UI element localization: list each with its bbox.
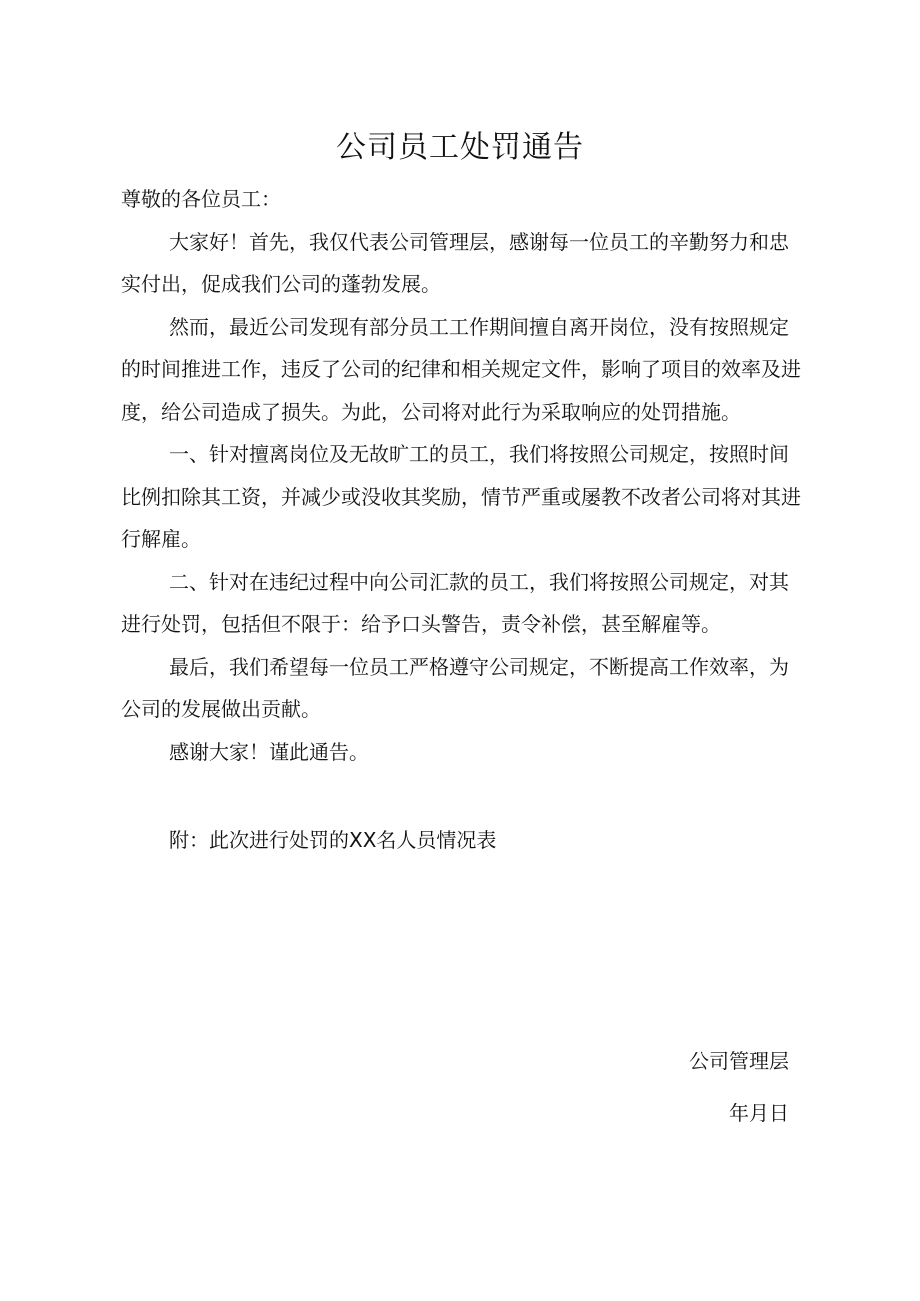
document-title: 公司员工处罚通告: [336, 130, 584, 165]
signature-organization: 公司管理层: [689, 1049, 789, 1073]
salutation: 尊敬的各位员工：: [121, 187, 281, 211]
paragraph-greeting: 大家好！首先，我仅代表公司管理层，感谢每一位员工的辛勤努力和忠实付出，促成我们公司的蓬勃发展。: [121, 229, 789, 296]
paragraph-thanks: 感谢大家！谨此通告。: [169, 739, 369, 764]
paragraph-closing: 最后，我们希望每一位员工严格遵守公司规定，不断提高工作效率，为公司的发展做出贡献。: [121, 654, 789, 721]
signature-date: 年月日: [729, 1101, 789, 1125]
attachment-note: 附：此次进行处罚的XX名人员情况表: [169, 828, 497, 852]
paragraph-issue: 然而，最近公司发现有部分员工工作期间擅自离开岗位，没有按照规定的时间推进工作，违反了公司的纪律和相关规定文件，影响了项目的效率及进度，给公司造成了损失。为此，公司将对此行为采取响应的处罚措施。: [121, 314, 801, 424]
paragraph-penalty-remittance: 二、针对在违纪过程中向公司汇款的员工，我们将按照公司规定，对其进行处罚，包括但不限于：给予口头警告，责令补偿，甚至解雇等。: [121, 569, 789, 636]
spacer: [121, 773, 801, 819]
document-body: [121, 178, 801, 862]
paragraph-penalty-absence: 一、针对擅离岗位及无故旷工的员工，我们将按照公司规定，按照时间比例扣除其工资，并减少或没收其奖励，情节严重或屡教不改者公司将对其进行解雇。: [121, 442, 801, 551]
